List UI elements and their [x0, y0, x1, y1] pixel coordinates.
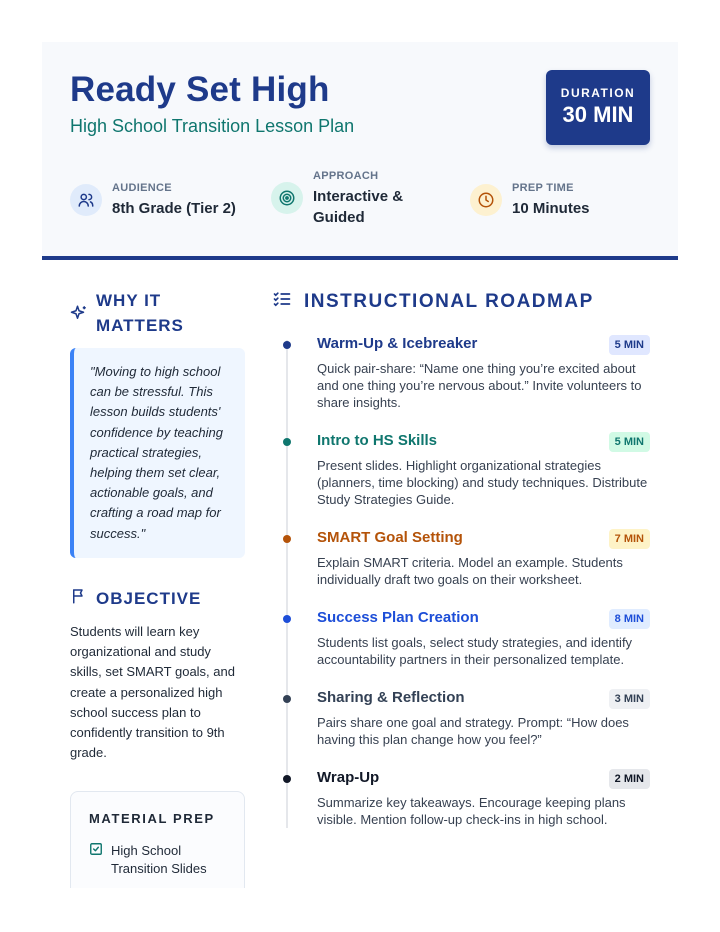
- timeline-dot: [283, 615, 291, 623]
- timeline-dot: [283, 438, 291, 446]
- section-title: OBJECTIVE: [96, 589, 202, 608]
- duration-value: 30 MIN: [562, 102, 634, 127]
- meta-label: APPROACH: [313, 170, 379, 182]
- target-icon: [271, 182, 303, 214]
- step-duration-badge: 5 MIN: [609, 335, 650, 355]
- step-title: SMART Goal Setting: [317, 529, 463, 546]
- step-duration-badge: 7 MIN: [609, 529, 650, 549]
- list-item: [89, 842, 221, 878]
- material-prep-title: MATERIAL PREP: [89, 811, 215, 826]
- page-title: Ready Set High: [70, 70, 330, 109]
- objective-heading: [70, 586, 201, 611]
- meta-value: 8th Grade (Tier 2): [112, 200, 236, 217]
- flag-icon: [70, 587, 88, 610]
- material-item-label: High School Transition Slides: [111, 843, 207, 876]
- duration-label: DURATION: [560, 86, 636, 100]
- step-duration-badge: 8 MIN: [609, 609, 650, 629]
- step-description: Summarize key takeaways. Encourage keeping plans visible. Mention follow-up check-ins in high school.: [317, 795, 626, 828]
- meta-value: Interactive & Guided: [313, 188, 404, 226]
- meta-label: PREP TIME: [512, 182, 574, 194]
- section-title: INSTRUCTIONAL ROADMAP: [304, 291, 594, 312]
- meta-approach: [271, 170, 413, 228]
- users-icon: [70, 184, 102, 216]
- step-duration-badge: 3 MIN: [609, 689, 650, 709]
- objective-text: Students will learn key organizational and study skills, set SMART goals, and create a personalized high school success plan to confidently transition to 9th grade.: [70, 624, 235, 761]
- step-title: Warm-Up & Icebreaker: [317, 335, 478, 352]
- step-title: Intro to HS Skills: [317, 432, 438, 449]
- step-duration-badge: 2 MIN: [609, 769, 650, 789]
- section-title: WHY IT MATTERS: [96, 291, 184, 335]
- timeline-dot: [283, 341, 291, 349]
- checkbox-icon: [89, 842, 103, 878]
- timeline-dot: [283, 775, 291, 783]
- step-title: Sharing & Reflection: [317, 689, 465, 706]
- timeline-dot: [283, 535, 291, 543]
- step-description: Students list goals, select study strategies, and identify accountability partners in their personalized template.: [317, 635, 633, 668]
- step-description: Explain SMART criteria. Model an example. Students individually draft two goals on their worksheet.: [317, 555, 623, 588]
- checklist-icon: [272, 289, 292, 314]
- step-description: Pairs share one goal and strategy. Prompt: “How does having this plan change how you feel?”: [317, 715, 629, 748]
- why-it-matters-heading: [70, 288, 245, 338]
- step-description: Quick pair-share: “Name one thing you’re excited about and one thing you’re nervous about.” Invite volunteers to share insights.: [317, 361, 642, 411]
- lesson-header: [42, 42, 678, 260]
- step-title: Success Plan Creation: [317, 609, 479, 626]
- timeline-dot: [283, 695, 291, 703]
- meta-label: AUDIENCE: [112, 182, 172, 194]
- duration-badge: [546, 70, 650, 145]
- meta-prep-time: [470, 182, 590, 219]
- timeline-line: [286, 340, 288, 828]
- material-prep-card: [70, 791, 245, 901]
- step-duration-badge: 5 MIN: [609, 432, 650, 452]
- page-subtitle: High School Transition Lesson Plan: [70, 116, 355, 136]
- why-quote: "Moving to high school can be stressful. This lesson builds students' confidence by teaching practical strategies, helping them set clear, actionable goals, and crafting a road map for success.": [70, 348, 245, 558]
- step-title: Wrap-Up: [317, 769, 380, 786]
- meta-value: 10 Minutes: [512, 200, 590, 217]
- meta-audience: [70, 182, 236, 219]
- sparkle-icon: [70, 304, 88, 338]
- clock-icon: [470, 184, 502, 216]
- step-description: Present slides. Highlight organizational strategies (planners, time blocking) and study techniques. Distribute Study Strategies Guide.: [317, 458, 648, 508]
- roadmap-heading: [272, 289, 594, 314]
